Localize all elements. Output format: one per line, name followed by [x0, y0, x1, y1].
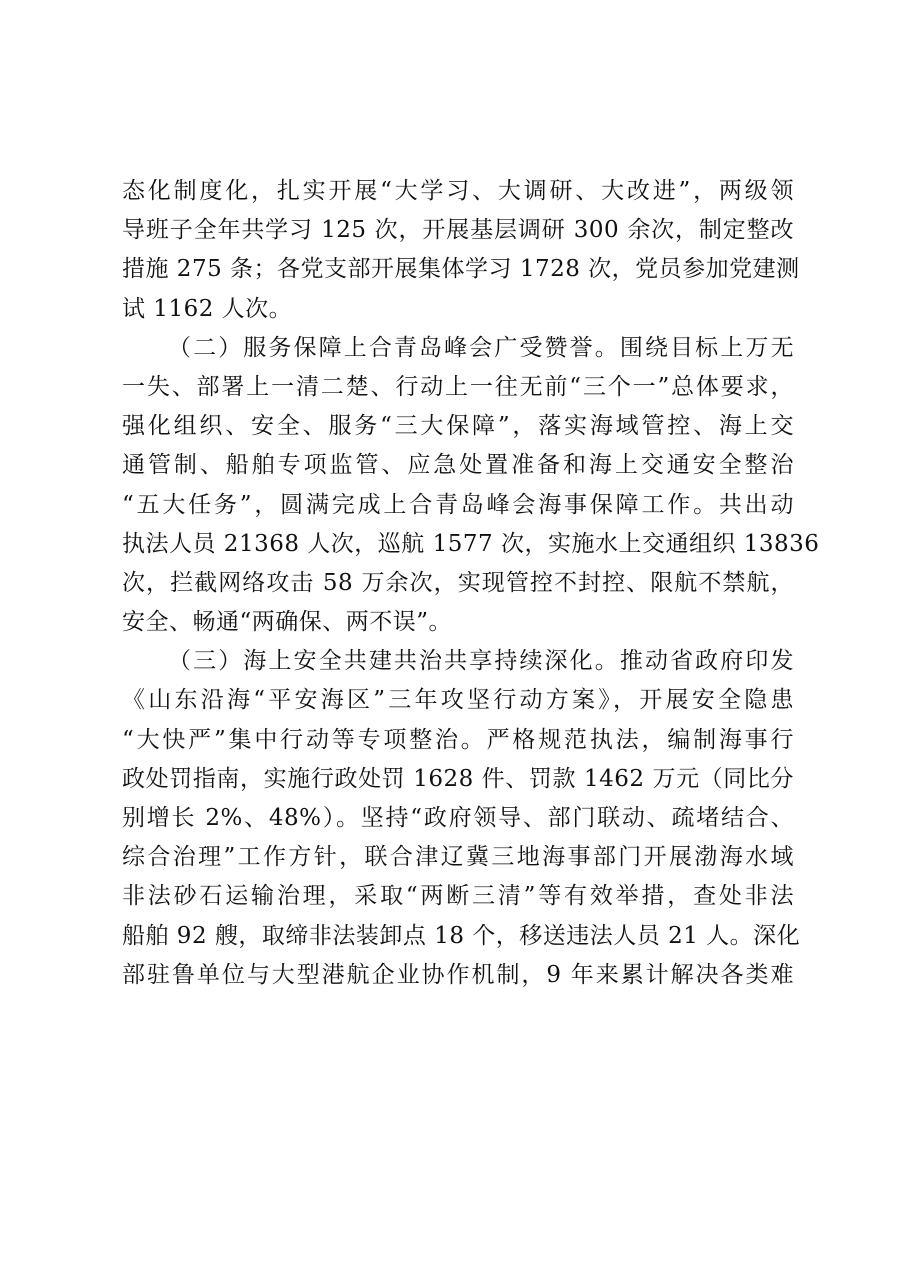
paragraph-start-line: （三）海上安全共建共治共享持续深化。推动省政府印发: [168, 648, 794, 675]
text-line: 别增长 2%、48%）。坚持“政府领导、部门联动、疏堵结合、: [122, 805, 794, 831]
body-text: [122, 172, 820, 995]
text-line: “五大任务”，圆满完成上合青岛峰会海事保障工作。共出动: [122, 491, 794, 518]
text-line: 一失、部署上一清二楚、行动上一往无前“三个一”总体要求，: [122, 373, 794, 400]
text-line: 船舶 92 艘，取缔非法装卸点 18 个，移送违法人员 21 人。深化: [122, 922, 801, 949]
text-line: 导班子全年共学习 125 次，开展基层调研 300 余次，制定整改: [122, 217, 794, 244]
text-line: 部驻鲁单位与大型港航企业协作机制，9 年来累计解决各类难: [122, 961, 794, 988]
text-line: 安全、畅通“两确保、两不误”。: [122, 609, 453, 636]
text-line: 执法人员 21368 人次，巡航 1577 次，实施水上交通组织 13836: [122, 530, 820, 557]
paragraph-start-line: （二）服务保障上合青岛峰会广受赞誉。围绕目标上万无: [168, 334, 794, 361]
text-line: 非法砂石运输治理，采取“两断三清”等有效举措，查处非法: [122, 883, 794, 910]
text-line: “大快严”集中行动等专项整治。严格规范执法，编制海事行: [122, 726, 794, 753]
text-line: 通管制、船舶专项监管、应急处置准备和海上交通安全整治: [122, 452, 794, 479]
text-line: 措施 275 条；各党支部开展集体学习 1728 次，党员参加党建测: [122, 256, 800, 283]
text-line: 试 1162 人次。: [122, 295, 293, 322]
text-line: 综合治理”工作方针，联合津辽冀三地海事部门开展渤海水域: [122, 844, 794, 871]
text-line: 态化制度化，扎实开展“大学习、大调研、大改进”，两级领: [122, 178, 794, 204]
text-line: 次，拦截网络攻击 58 万余次，实现管控不封控、限航不禁航，: [122, 569, 794, 596]
text-line: 《山东沿海“平安海区”三年攻坚行动方案》，开展安全隐患: [122, 687, 794, 714]
text-line: 政处罚指南，实施行政处罚 1628 件、罚款 1462 万元（同比分: [122, 765, 794, 792]
text-line: 强化组织、安全、服务“三大保障”，落实海域管控、海上交: [122, 413, 794, 440]
